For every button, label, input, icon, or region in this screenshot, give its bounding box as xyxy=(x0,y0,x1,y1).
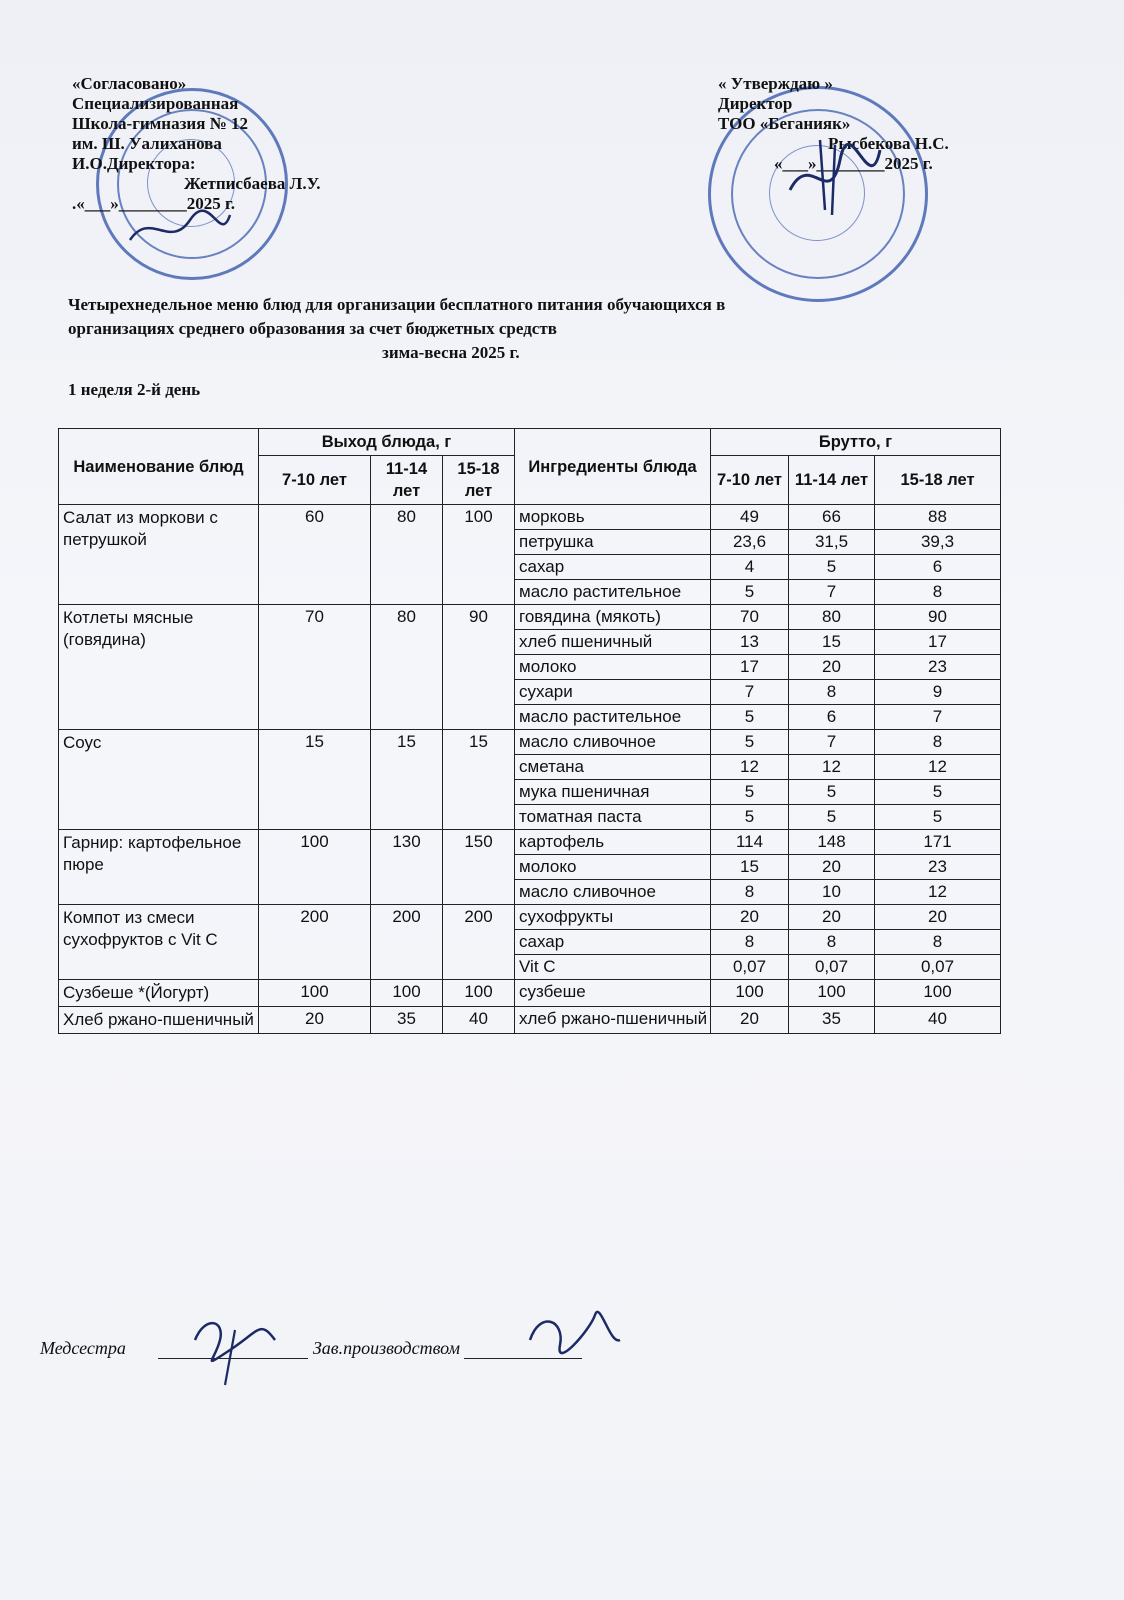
ingredient-name: молоко xyxy=(515,655,711,680)
header-out-age1: 7-10 лет xyxy=(259,456,371,505)
approval-right-line1: « Утверждаю » xyxy=(718,74,833,93)
dish-output-age3: 15 xyxy=(443,730,515,830)
approval-left-line3: Школа-гимназия № 12 xyxy=(72,114,249,133)
dish-output-age3: 200 xyxy=(443,905,515,980)
dish-name: Хлеб ржано-пшеничный xyxy=(59,1007,259,1034)
ingredient-brutto-age1: 8 xyxy=(711,880,789,905)
title-line2: организациях среднего образования за счет бюджетных средств xyxy=(68,319,557,338)
ingredient-brutto-age2: 5 xyxy=(789,805,875,830)
approval-left-line4: им. Ш. Уалиханова xyxy=(72,134,222,153)
approval-left-block xyxy=(72,74,392,214)
ingredient-brutto-age1: 20 xyxy=(711,1007,789,1034)
ingredient-brutto-age3: 0,07 xyxy=(875,955,1001,980)
dish-output-age2: 35 xyxy=(371,1007,443,1034)
approval-left-line2: Специализированная xyxy=(72,94,239,113)
ingredient-name: масло растительное xyxy=(515,705,711,730)
dish-name: Салат из моркови с петрушкой xyxy=(59,505,259,605)
ingredient-brutto-age2: 10 xyxy=(789,880,875,905)
dish-output-age3: 40 xyxy=(443,1007,515,1034)
header-brutto-age1: 7-10 лет xyxy=(711,456,789,505)
week-day-label: 1 неделя 2-й день xyxy=(68,380,201,399)
ingredient-brutto-age2: 80 xyxy=(789,605,875,630)
ingredient-brutto-age1: 70 xyxy=(711,605,789,630)
nurse-label: Медсестра xyxy=(40,1338,126,1358)
ingredient-name: сухофрукты xyxy=(515,905,711,930)
approval-right-line2: Директор xyxy=(718,94,793,113)
dish-output-age3: 150 xyxy=(443,830,515,905)
ingredient-brutto-age1: 5 xyxy=(711,730,789,755)
ingredient-brutto-age2: 20 xyxy=(789,655,875,680)
ingredient-brutto-age1: 49 xyxy=(711,505,789,530)
table-row xyxy=(59,730,1001,755)
ingredient-brutto-age1: 15 xyxy=(711,855,789,880)
dish-output-age2: 200 xyxy=(371,905,443,980)
nurse-signature xyxy=(180,1310,290,1390)
table-row xyxy=(59,830,1001,855)
ingredient-brutto-age2: 12 xyxy=(789,755,875,780)
ingredient-name: говядина (мякоть) xyxy=(515,605,711,630)
ingredient-brutto-age3: 8 xyxy=(875,930,1001,955)
dish-output-age2: 15 xyxy=(371,730,443,830)
ingredient-brutto-age3: 88 xyxy=(875,505,1001,530)
dish-output-age1: 200 xyxy=(259,905,371,980)
menu-table xyxy=(58,428,1001,1034)
ingredient-brutto-age3: 6 xyxy=(875,555,1001,580)
ingredient-brutto-age1: 8 xyxy=(711,930,789,955)
dish-output-age1: 100 xyxy=(259,830,371,905)
ingredient-name: хлеб ржано-пшеничный xyxy=(515,1007,711,1034)
dish-output-age1: 20 xyxy=(259,1007,371,1034)
ingredient-brutto-age3: 100 xyxy=(875,980,1001,1007)
menu-title xyxy=(68,293,1068,365)
ingredient-brutto-age3: 8 xyxy=(875,580,1001,605)
ingredient-brutto-age2: 66 xyxy=(789,505,875,530)
ingredient-brutto-age1: 5 xyxy=(711,705,789,730)
ingredient-name: петрушка xyxy=(515,530,711,555)
dish-output-age3: 100 xyxy=(443,980,515,1007)
ingredient-name: молоко xyxy=(515,855,711,880)
approval-right-name: Рысбекова Н.С. xyxy=(828,134,949,153)
title-line1: Четырехнедельное меню блюд для организации бесплатного питания обучающихся в xyxy=(68,295,726,314)
header-output: Выход блюда, г xyxy=(259,429,515,456)
ingredient-brutto-age2: 5 xyxy=(789,780,875,805)
ingredient-name: Vit C xyxy=(515,955,711,980)
ingredient-brutto-age1: 5 xyxy=(711,805,789,830)
dish-output-age1: 60 xyxy=(259,505,371,605)
header-out-age3: 15-18 лет xyxy=(443,456,515,505)
ingredient-brutto-age2: 148 xyxy=(789,830,875,855)
ingredient-brutto-age1: 5 xyxy=(711,580,789,605)
ingredient-name: сахар xyxy=(515,555,711,580)
title-season: зима-весна 2025 г. xyxy=(382,343,520,362)
approval-left-date: .«___»________2025 г. xyxy=(72,194,236,213)
ingredient-name: сухари xyxy=(515,680,711,705)
ingredient-brutto-age3: 5 xyxy=(875,805,1001,830)
table-row xyxy=(59,905,1001,930)
table-row xyxy=(59,980,1001,1007)
ingredient-brutto-age2: 20 xyxy=(789,905,875,930)
header-brutto-age3: 15-18 лет xyxy=(875,456,1001,505)
ingredient-brutto-age3: 5 xyxy=(875,780,1001,805)
approval-left-line1: «Согласовано» xyxy=(72,74,187,93)
ingredient-brutto-age3: 90 xyxy=(875,605,1001,630)
dish-name: Сузбеше *(Йогурт) xyxy=(59,980,259,1007)
ingredient-brutto-age1: 23,6 xyxy=(711,530,789,555)
ingredient-name: сахар xyxy=(515,930,711,955)
ingredient-brutto-age2: 20 xyxy=(789,855,875,880)
ingredient-name: сузбеше xyxy=(515,980,711,1007)
header-ingredients: Ингредиенты блюда xyxy=(515,429,711,505)
dish-output-age2: 80 xyxy=(371,605,443,730)
header-brutto-age2: 11-14 лет xyxy=(789,456,875,505)
ingredient-brutto-age1: 100 xyxy=(711,980,789,1007)
header-out-age2: 11-14 лет xyxy=(371,456,443,505)
ingredient-brutto-age3: 9 xyxy=(875,680,1001,705)
dish-name: Соус xyxy=(59,730,259,830)
ingredient-name: сметана xyxy=(515,755,711,780)
ingredient-brutto-age2: 35 xyxy=(789,1007,875,1034)
ingredient-brutto-age2: 5 xyxy=(789,555,875,580)
ingredient-brutto-age2: 7 xyxy=(789,580,875,605)
ingredient-brutto-age3: 8 xyxy=(875,730,1001,755)
ingredient-brutto-age2: 0,07 xyxy=(789,955,875,980)
ingredient-brutto-age1: 20 xyxy=(711,905,789,930)
table-row xyxy=(59,605,1001,630)
ingredient-brutto-age3: 12 xyxy=(875,755,1001,780)
dish-output-age2: 130 xyxy=(371,830,443,905)
ingredient-brutto-age3: 12 xyxy=(875,880,1001,905)
ingredient-brutto-age3: 7 xyxy=(875,705,1001,730)
dish-output-age2: 80 xyxy=(371,505,443,605)
header-brutto: Брутто, г xyxy=(711,429,1001,456)
ingredient-brutto-age1: 12 xyxy=(711,755,789,780)
ingredient-brutto-age1: 7 xyxy=(711,680,789,705)
ingredient-brutto-age2: 31,5 xyxy=(789,530,875,555)
ingredient-brutto-age1: 13 xyxy=(711,630,789,655)
dish-output-age3: 100 xyxy=(443,505,515,605)
approval-right-line3: ТОО «Беганияк» xyxy=(718,114,851,133)
ingredient-brutto-age2: 100 xyxy=(789,980,875,1007)
dish-output-age1: 100 xyxy=(259,980,371,1007)
ingredient-name: картофель xyxy=(515,830,711,855)
approval-left-line5: И.О.Директора: xyxy=(72,154,196,173)
ingredient-name: томатная паста xyxy=(515,805,711,830)
ingredient-brutto-age2: 8 xyxy=(789,680,875,705)
ingredient-brutto-age2: 7 xyxy=(789,730,875,755)
dish-name: Компот из смеси сухофруктов с Vit C xyxy=(59,905,259,980)
ingredient-brutto-age3: 40 xyxy=(875,1007,1001,1034)
ingredient-brutto-age2: 8 xyxy=(789,930,875,955)
ingredient-brutto-age1: 0,07 xyxy=(711,955,789,980)
dish-output-age1: 15 xyxy=(259,730,371,830)
dish-output-age3: 90 xyxy=(443,605,515,730)
acting-director-signature xyxy=(120,200,240,260)
ingredient-name: масло сливочное xyxy=(515,880,711,905)
ingredient-name: мука пшеничная xyxy=(515,780,711,805)
table-row xyxy=(59,505,1001,530)
approval-right-date: «___»________2025 г. xyxy=(774,154,933,173)
header-dish: Наименование блюд xyxy=(59,429,259,505)
ingredient-brutto-age1: 4 xyxy=(711,555,789,580)
ingredient-brutto-age1: 114 xyxy=(711,830,789,855)
ingredient-brutto-age3: 23 xyxy=(875,855,1001,880)
ingredient-brutto-age2: 15 xyxy=(789,630,875,655)
ingredient-brutto-age3: 17 xyxy=(875,630,1001,655)
table-row xyxy=(59,1007,1001,1034)
production-label: Зав.производством xyxy=(312,1338,460,1358)
ingredient-brutto-age3: 39,3 xyxy=(875,530,1001,555)
approval-left-name: Жетписбаева Л.У. xyxy=(184,174,321,193)
ingredient-brutto-age2: 6 xyxy=(789,705,875,730)
director-signature xyxy=(780,130,900,220)
ingredient-brutto-age3: 23 xyxy=(875,655,1001,680)
menu-table-body xyxy=(59,505,1001,1034)
ingredient-brutto-age1: 17 xyxy=(711,655,789,680)
dish-output-age1: 70 xyxy=(259,605,371,730)
ingredient-brutto-age3: 20 xyxy=(875,905,1001,930)
dish-name: Гарнир: картофельное пюре xyxy=(59,830,259,905)
ingredient-brutto-age3: 171 xyxy=(875,830,1001,855)
dish-name: Котлеты мясные (говядина) xyxy=(59,605,259,730)
ingredient-name: хлеб пшеничный xyxy=(515,630,711,655)
ingredient-name: масло растительное xyxy=(515,580,711,605)
dish-output-age2: 100 xyxy=(371,980,443,1007)
ingredient-name: масло сливочное xyxy=(515,730,711,755)
ingredient-brutto-age1: 5 xyxy=(711,780,789,805)
signatures-row xyxy=(40,1338,740,1359)
ingredient-name: морковь xyxy=(515,505,711,530)
production-signature xyxy=(520,1300,630,1370)
